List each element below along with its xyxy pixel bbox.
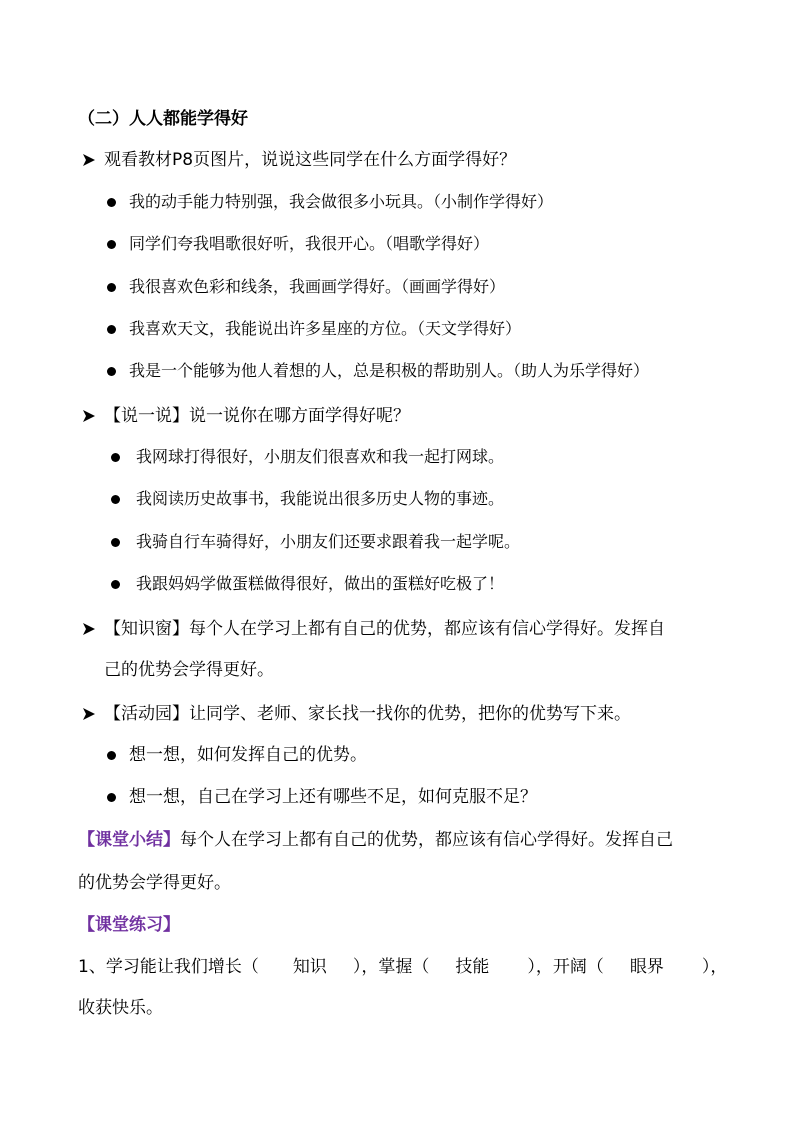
bullet-dot-icon <box>107 793 116 802</box>
practice-question-1 <box>78 956 727 978</box>
activity-prompt: 【活动园】让同学、老师、家长找一找你的优势，把你的优势写下来。 <box>104 704 631 724</box>
bullet-dot-icon <box>111 453 120 462</box>
list-item: 同学们夸我唱歌很好听，我很开心。（唱歌学得好） <box>129 234 490 253</box>
list-item: 想一想，如何发挥自己的优势。 <box>129 745 367 765</box>
bullet-dot-icon <box>107 198 116 207</box>
summary-label: 【课堂小结】 <box>78 830 180 850</box>
arrow-bullet-icon <box>82 622 96 636</box>
list-item: 想一想，自己在学习上还有哪些不足，如何克服不足？ <box>129 787 537 807</box>
bullet-dot-icon <box>107 240 116 249</box>
practice-label: 【课堂练习】 <box>78 915 180 935</box>
summary-line-2: 的优势会学得更好。 <box>78 873 231 893</box>
list-item: 我跟妈妈学做蛋糕做得很好，做出的蛋糕好吃极了！ <box>136 574 505 593</box>
section-title: （二）人人都能学得好 <box>78 109 248 129</box>
arrow-bullet-icon <box>82 707 96 721</box>
question-text: ），开阔（ <box>527 957 604 977</box>
bullet-dot-icon <box>111 580 120 589</box>
answer-vision: 眼界 <box>629 957 664 977</box>
bullet-dot-icon <box>107 283 116 292</box>
practice-question-1-line-2: 收获快乐。 <box>78 998 163 1018</box>
answer-knowledge: 知识 <box>292 957 327 977</box>
list-item: 我网球打得很好，小朋友们很喜欢和我一起打网球。 <box>136 447 505 466</box>
summary-line-1 <box>78 829 673 851</box>
list-item: 我喜欢天文，我能说出许多星座的方位。（天文学得好） <box>129 319 522 338</box>
question-text: 1、学习能让我们增长（ <box>78 957 259 977</box>
bullet-dot-icon <box>107 325 116 334</box>
knowledge-line-1: 【知识窗】每个人在学习上都有自己的优势，都应该有信心学得好。发挥自 <box>104 619 665 639</box>
bullet-dot-icon <box>107 751 116 760</box>
arrow-bullet-icon <box>82 153 96 167</box>
list-item: 我骑自行车骑得好，小朋友们还要求跟着我一起学呢。 <box>136 532 521 551</box>
bullet-dot-icon <box>111 495 120 504</box>
say-prompt: 【说一说】说一说你在哪方面学得好呢？ <box>104 406 410 426</box>
answer-skills: 技能 <box>455 957 490 977</box>
question-text: ）， <box>701 957 728 977</box>
bullet-dot-icon <box>107 367 116 376</box>
list-item: 我很喜欢色彩和线条，我画画学得好。（画画学得好） <box>129 277 506 296</box>
list-item: 我的动手能力特别强，我会做很多小玩具。（小制作学得好） <box>129 192 554 211</box>
bullet-dot-icon <box>111 538 120 547</box>
knowledge-line-2: 己的优势会学得更好。 <box>104 660 274 680</box>
summary-text: 每个人在学习上都有自己的优势，都应该有信心学得好。发挥自己 <box>180 830 673 850</box>
list-item: 我是一个能够为他人着想的人，总是积极的帮助别人。（助人为乐学得好） <box>129 361 650 380</box>
arrow-bullet-icon <box>82 409 96 423</box>
list-item: 我阅读历史故事书，我能说出很多历史人物的事迹。 <box>136 489 505 508</box>
question-text: ），掌握（ <box>352 957 430 977</box>
observe-prompt: 观看教材P8页图片，说说这些同学在什么方面学得好？ <box>104 150 517 170</box>
